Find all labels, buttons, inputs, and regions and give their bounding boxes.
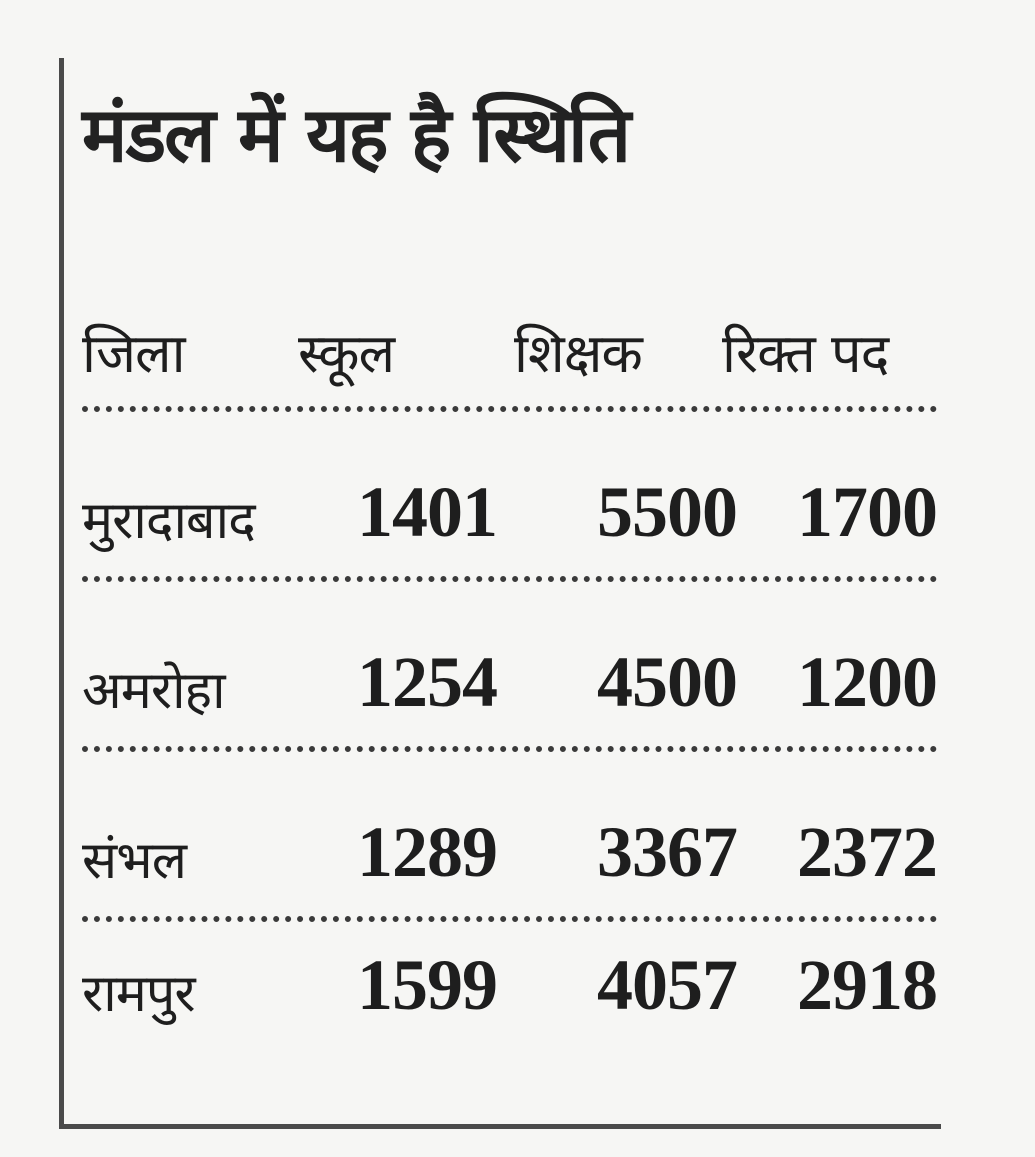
teacher-count: 3367 [597,812,737,892]
school-count: 1289 [357,812,497,892]
district-name: मुरादाबाद [82,491,255,551]
district-table [82,290,937,1057]
school-count: 1254 [357,642,497,722]
vacant-count: 2918 [797,945,937,1025]
vacant-count: 2372 [797,812,937,892]
table-header-row [82,290,937,412]
school-count: 1599 [357,945,497,1025]
frame-left-border [59,58,64,1128]
header-schools: स्कूल [298,322,395,385]
table-row [82,922,937,1057]
header-vacant: रिक्त पद [722,322,889,385]
district-name: रामपुर [82,964,195,1024]
table-row [82,412,937,582]
teacher-count: 5500 [597,472,737,552]
table-row [82,582,937,752]
header-district: जिला [82,322,185,385]
vacant-count: 1200 [797,642,937,722]
district-name: अमरोहा [82,661,225,721]
teacher-count: 4057 [597,945,737,1025]
header-teachers: शिक्षक [514,322,642,385]
school-count: 1401 [357,472,497,552]
vacant-count: 1700 [797,472,937,552]
frame-bottom-border [59,1124,941,1129]
district-name: संभल [82,831,186,891]
page-title: मंडल में यह है स्थिति [82,90,630,179]
teacher-count: 4500 [597,642,737,722]
table-row [82,752,937,922]
